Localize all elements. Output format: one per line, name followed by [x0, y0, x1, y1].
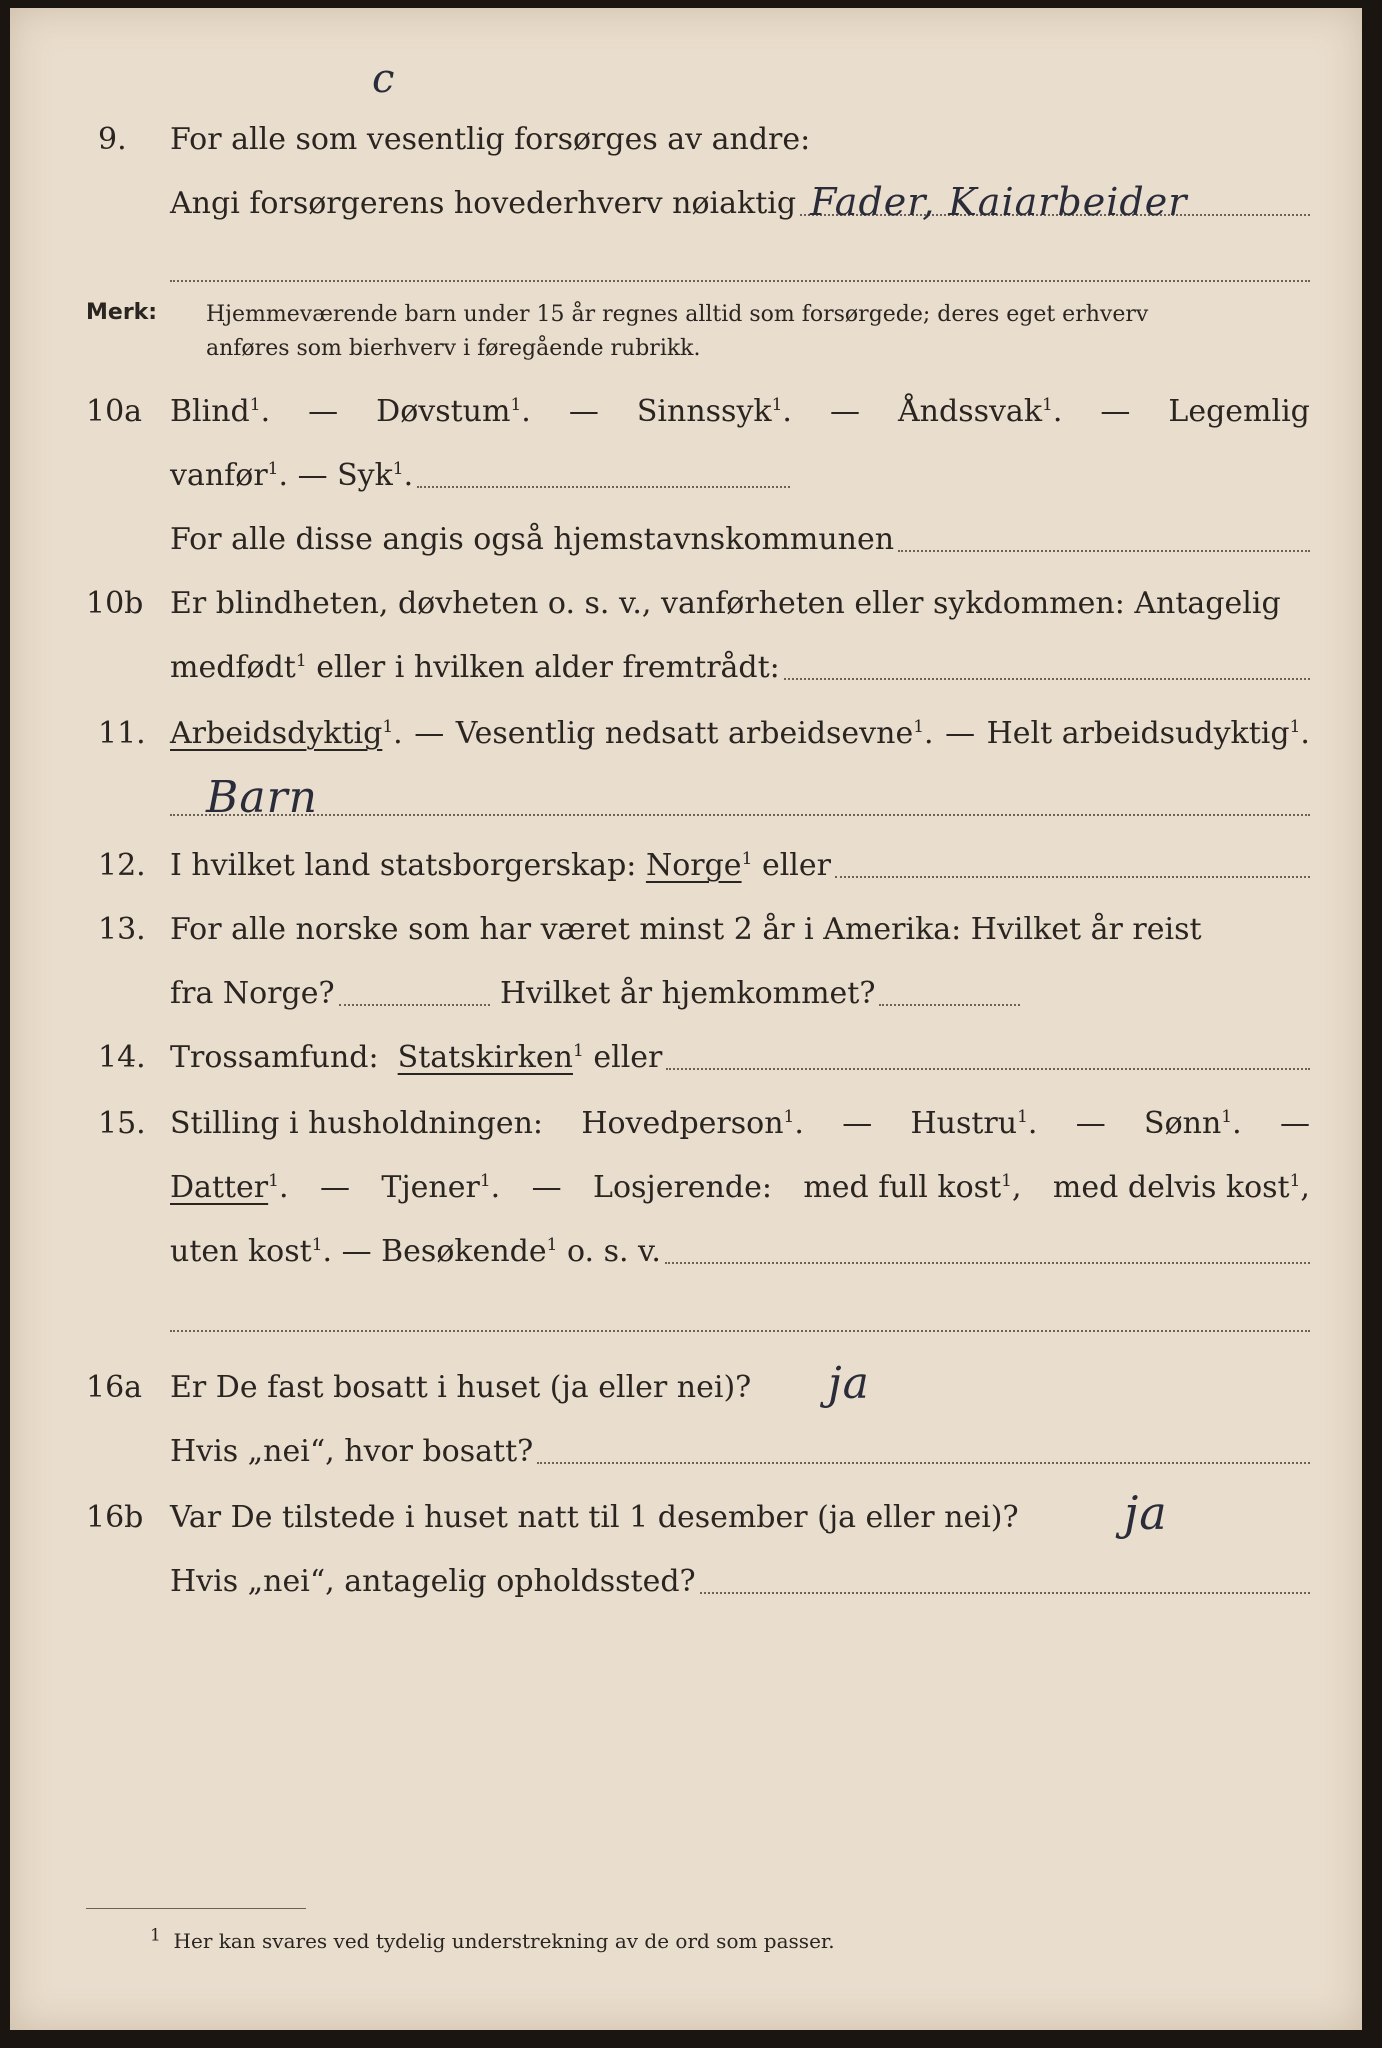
q10a-hjemstavn-dotline[interactable]	[898, 549, 1310, 552]
opt-tjener[interactable]: Tjener	[381, 1170, 480, 1205]
census-form-page	[10, 8, 1362, 2030]
q10b-number: 10b	[86, 586, 144, 621]
q13-line2	[10, 974, 1362, 1014]
q11-line1: 11. Arbeidsdyktig$^1$. — Vesentlig nedsatt arbeidsevne$^1$. — Helt arbeidsudyktig$^1$.	[10, 714, 1362, 754]
q12-question: I hvilket land statsborgerskap:	[170, 848, 637, 883]
opt-udyktig[interactable]: Helt arbeidsudyktig	[986, 716, 1290, 751]
q12-eller: eller	[761, 848, 831, 883]
opt-arbeidsdyktig[interactable]: Arbeidsdyktig	[170, 716, 383, 751]
q9-prompt: Angi forsørgerens hovederhverv nøiaktig	[170, 186, 797, 221]
q10a-line2: vanfør$^1$. — Syk$^1$.	[10, 456, 1362, 496]
top-handwritten-mark: c	[372, 56, 396, 102]
q16b-question: Var De tilstede i huset natt til 1 desember (ja eller nei)?	[170, 1500, 1019, 1535]
q10b-rest: eller i hvilken alder fremtrådt:	[316, 650, 780, 685]
q11-number: 11.	[98, 716, 146, 751]
q15-line3: uten kost$^1$. — Besøkende$^1$ o. s. v.	[10, 1232, 1362, 1272]
q10a-line3	[10, 520, 1362, 560]
q16a-bosatt-prompt: Hvis „nei“, hvor bosatt?	[170, 1434, 534, 1469]
q16a-number: 16a	[86, 1370, 143, 1405]
q14-line: 14. Trossamfund: Statskirken$^1$ eller	[10, 1038, 1362, 1078]
q12-answer-dotline[interactable]	[835, 875, 1310, 878]
q10b-line1	[10, 584, 1362, 624]
q15-osv: o. s. v.	[566, 1234, 661, 1269]
q13-hjem-dotline[interactable]	[879, 1003, 1020, 1006]
q11-answer-dotline	[170, 814, 1310, 816]
opt-hovedperson[interactable]: Hovedperson	[581, 1106, 784, 1141]
q15-line2: Datter$^1$. — Tjener$^1$. — Losjerende: med full kost$^1$, med delvis kost$^1$,	[10, 1168, 1362, 1208]
q13-line1	[10, 910, 1362, 950]
opt-statskirken[interactable]: Statskirken	[397, 1040, 573, 1075]
q9-question: For alle som vesentlig forsørges av andre:	[170, 122, 811, 157]
merk-line2: anføres som bierhverv i føregående rubrikk.	[206, 336, 701, 361]
q16b-line2	[10, 1562, 1362, 1602]
q14-eller: eller	[593, 1040, 663, 1075]
q14-question: Trossamfund:	[170, 1040, 379, 1075]
q16b-opholdssted-prompt: Hvis „nei“, antagelig opholdssted?	[170, 1564, 696, 1599]
q9-extra-dotline	[170, 280, 1310, 282]
footnote-divider	[86, 1908, 306, 1909]
opt-norge[interactable]: Norge	[645, 848, 742, 883]
footnote-mark: 1	[150, 1925, 161, 1946]
opt-besokende[interactable]: Besøkende	[381, 1234, 547, 1269]
q16b-number: 16b	[86, 1500, 144, 1535]
q10b-question: Er blindheten, døvheten o. s. v., vanførheten eller sykdommen: Antagelig	[170, 586, 1281, 621]
q12-number: 12.	[98, 848, 146, 883]
opt-andssvak[interactable]: Åndssvak	[898, 394, 1042, 429]
opt-medfodt[interactable]: medfødt	[170, 650, 296, 685]
opt-syk[interactable]: Syk	[337, 458, 393, 493]
opt-nedsatt[interactable]: Vesentlig nedsatt arbeidsevne	[455, 716, 914, 751]
q15-losjerende: Losjerende:	[593, 1170, 772, 1205]
opt-full-kost[interactable]: med full kost	[803, 1170, 1002, 1205]
q10b-answer-dotline[interactable]	[784, 677, 1310, 680]
q16b-handwritten-answer: ja	[1124, 1486, 1168, 1540]
q16a-line1	[10, 1368, 1362, 1408]
q16a-question: Er De fast bosatt i huset (ja eller nei)?	[170, 1370, 752, 1405]
opt-sonn[interactable]: Sønn	[1144, 1106, 1222, 1141]
q13-number: 13.	[98, 912, 146, 947]
opt-dovstum[interactable]: Døvstum	[376, 394, 511, 429]
q14-number: 14.	[98, 1040, 146, 1075]
opt-uten-kost[interactable]: uten kost	[170, 1234, 312, 1269]
opt-blind[interactable]: Blind	[170, 394, 250, 429]
q10a-number: 10a	[86, 394, 143, 429]
q13-hjemkommet: Hvilket år hjemkommet?	[500, 976, 876, 1011]
q15-number: 15.	[98, 1106, 146, 1141]
q15-question: Stilling i husholdningen:	[170, 1106, 544, 1141]
q16a-answer-dotline[interactable]	[537, 1461, 1310, 1464]
q10a-line1: 10a Blind$^1$. — Døvstum$^1$. — Sinnssyk$^1$. — Åndssvak$^1$. — Legemlig	[10, 392, 1362, 432]
q16a-handwritten-answer: ja	[828, 1358, 870, 1409]
q13-question: For alle norske som har været minst 2 år i Amerika: Hvilket år reist	[170, 912, 1202, 947]
opt-delvis-kost[interactable]: med delvis kost	[1052, 1170, 1290, 1205]
q13-fra-norge: fra Norge?	[170, 976, 335, 1011]
q9-handwritten-answer: Fader, Kaiarbeider	[810, 180, 1188, 224]
q14-answer-dotline[interactable]	[666, 1067, 1310, 1070]
q12-line: 12. I hvilket land statsborgerskap: Norge$^1$ eller	[10, 846, 1362, 886]
opt-sinnssyk[interactable]: Sinnssyk	[636, 394, 772, 429]
opt-vanfor[interactable]: vanfør	[170, 458, 268, 493]
merk-label: Merk:	[86, 300, 158, 325]
q10a-answer-dotline[interactable]	[417, 485, 790, 488]
q9-number: 9.	[98, 122, 127, 157]
q9-line1	[10, 120, 1362, 160]
q10a-hjemstavn-prompt: For alle disse angis også hjemstavnskommunen	[170, 522, 895, 557]
q15-extra-dotline	[170, 1330, 1310, 1332]
q16b-answer-dotline[interactable]	[700, 1591, 1310, 1594]
q15-answer-dotline[interactable]	[665, 1261, 1310, 1264]
opt-hustru[interactable]: Hustru	[910, 1106, 1018, 1141]
q11-handwritten-answer: Barn	[206, 772, 318, 823]
opt-datter[interactable]: Datter	[170, 1170, 269, 1205]
merk-line1: Hjemmeværende barn under 15 år regnes alltid som forsørgede; deres eget erhverv	[206, 302, 1149, 327]
q10b-line2: medfødt$^1$ eller i hvilken alder fremtrådt:	[10, 648, 1362, 688]
q13-fra-dotline[interactable]	[339, 1003, 490, 1006]
opt-legemlig[interactable]: Legemlig	[1168, 394, 1310, 429]
q16a-line2	[10, 1432, 1362, 1472]
q15-line1: 15. Stilling i husholdningen: Hovedperson$^1$. — Hustru$^1$. — Sønn$^1$. —	[10, 1104, 1362, 1144]
footnote	[150, 1924, 835, 1958]
footnote-text: Her kan svares ved tydelig understrekning av de ord som passer.	[173, 1929, 835, 1953]
